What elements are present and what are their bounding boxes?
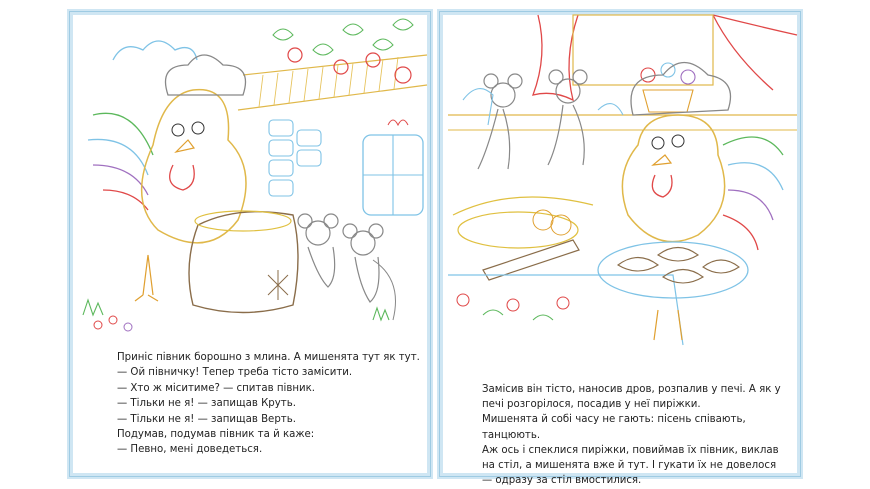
story-paragraph: Мишенята й собі часу не гають: пісень співають, танцюють. [482, 414, 746, 441]
story-line: — Ой півничку! Тепер треба тісто замісити. [117, 367, 353, 379]
story-paragraph: Замісив він тісто, наносив дров, розпалив у печі. А як у печі розгорілося, посадив у неї пиріжки. [482, 384, 781, 411]
left-illustration [73, 15, 427, 345]
story-line: Подумав, подумав півник та й каже: [117, 429, 315, 441]
story-line: — Тільки не я! — запищав Круть. [117, 398, 296, 410]
story-line: — Певно, мені доведеться. [117, 444, 263, 456]
story-line: — Тільки не я! — запищав Верть. [117, 413, 296, 425]
right-illustration [443, 15, 797, 345]
story-line: — Хто ж місити​ме? — спитав півник. [117, 382, 316, 394]
left-story-text [73, 350, 427, 458]
right-page [437, 9, 803, 487]
left-page [67, 9, 433, 479]
right-story-text [443, 382, 797, 488]
story-line: Приніс півник борошно з млина. А мишенята тут як тут. [117, 352, 420, 363]
story-paragraph: Аж ось і спеклися пиріжки, повиймав їх півник, виклав на стіл, а мишенята вже й тут. І гукати їх не довелося — одразу за стіл вмостилися. [482, 444, 779, 487]
